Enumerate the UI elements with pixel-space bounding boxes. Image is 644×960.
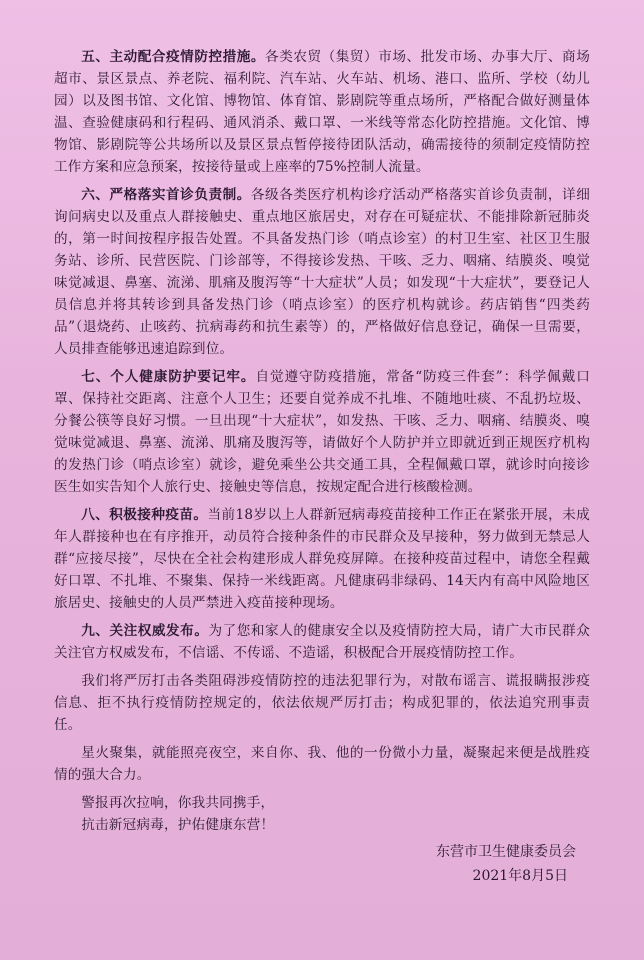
section-6 [54, 184, 590, 360]
signature-block [366, 840, 586, 888]
section-8-text: 当前18岁以上人群新冠病毒疫苗接种工作正在紧张开展，未成年人群接种也在有序推开，动员符合接种条件的市民群众及早接种，努力做到无禁忌人群“应接尽接”，尽快在全社会构建形成人群免疫屏障。在接种疫苗过程中，请您全程戴好口罩、不扎堆、不聚集、保持一米线距离。凡健康码非绿码、14天内有高中风险地区旅居史、接触史的人员严禁进入疫苗接种现场。 [54, 507, 590, 611]
section-9-text: 为了您和家人的健康安全以及疫情防控大局，请广大市民群众关注官方权威发布，不信谣、不传谣、不造谣，积极配合开展疫情防控工作。 [54, 623, 590, 661]
section-5-text: 各类农贸（集贸）市场、批发市场、办事大厅、商场超市、景区景点、养老院、福利院、汽车站、火车站、机场、港口、监所、学校（幼儿园）以及图书馆、文化馆、博物馆、体育馆、影剧院等重点场所，严格配合做好测量体温、查验健康码和行程码、通风消杀、戴口罩、一米线等常态化防控措施。文化馆、博物馆、影剧院等公共场所以及景区景点暂停接待团队活动，确需接待的须制定疫情防控工作方案和应急预案，按接待量或上座率的75%控制人流量。 [54, 49, 590, 175]
section-7-title: 七、个人健康防护要记牢。 [81, 369, 256, 385]
section-9-title: 九、关注权威发布。 [81, 623, 209, 639]
section-9 [54, 620, 590, 664]
crackdown-paragraph: 我们将严厉打击各类阻碍涉疫情防控的违法犯罪行为，对散布谣言、谎报瞒报涉疫信息、拒不执行疫情防控规定的，依法依规严厉打击；构成犯罪的，依法追究刑事责任。 [54, 673, 590, 733]
section-8-title: 八、积极接种疫苗。 [81, 507, 208, 523]
closing-line-1: 警报再次拉响，你我共同携手， [81, 795, 275, 811]
section-6-title: 六、严格落实首诊负责制。 [81, 187, 251, 203]
section-6-text: 各级各类医疗机构诊疗活动严格落实首诊负责制，详细询问病史以及重点人群接触史、重点地区旅居史，对存在可疑症状、不能排除新冠肺炎的，第一时间按程序报告处置。不具备发热门诊（哨点诊室）的村卫生室、社区卫生服务站、诊所、民营医院、门诊部等，不得接诊发热、干咳、乏力、咽痛、结膜炎、嗅觉味觉减退、鼻塞、流涕、肌痛及腹泻等“十大症状”人员；如发现“十大症状”，要登记人员信息并将其转诊到具备发热门诊（哨点诊室）的医疗机构就诊。药店销售“四类药品”（退烧药、止咳药、抗病毒药和抗生素等）的，严格做好信息登记，确保一旦需要，人员排查能够迅速追踪到位。 [54, 187, 590, 357]
unity-paragraph: 星火聚集，就能照亮夜空，来自你、我、他的一份微小力量，凝聚起来便是战胜疫情的强大合力。 [54, 745, 590, 783]
section-7-text: 自觉遵守防疫措施，常备“防疫三件套”：科学佩戴口罩、保持社交距离、注意个人卫生；还要自觉养成不扎堆、不随地吐痰、不乱扔垃圾、分餐公筷等良好习惯。一旦出现“十大症状”，如发热、干咳、乏力、咽痛、结膜炎、嗅觉味觉减退、鼻塞、流涕、肌痛及腹泻等，请做好个人防护并立即就近到正规医疗机构的发热门诊（哨点诊室）就诊，避免乘坐公共交通工具，全程佩戴口罩，就诊时向接诊医生如实告知个人旅行史、接触史等信息，按规定配合进行核酸检测。 [54, 369, 590, 495]
issuing-organization: 东营市卫生健康委员会 [436, 844, 576, 860]
section-5-title: 五、主动配合疫情防控措施。 [81, 49, 266, 65]
section-5 [54, 46, 590, 178]
notice-body [54, 46, 590, 836]
section-7 [54, 366, 590, 498]
closing-line-2: 抗击新冠病毒，护佑健康东营！ [81, 817, 275, 833]
issue-date: 2021年8月5日 [472, 868, 568, 884]
section-8 [54, 504, 590, 614]
